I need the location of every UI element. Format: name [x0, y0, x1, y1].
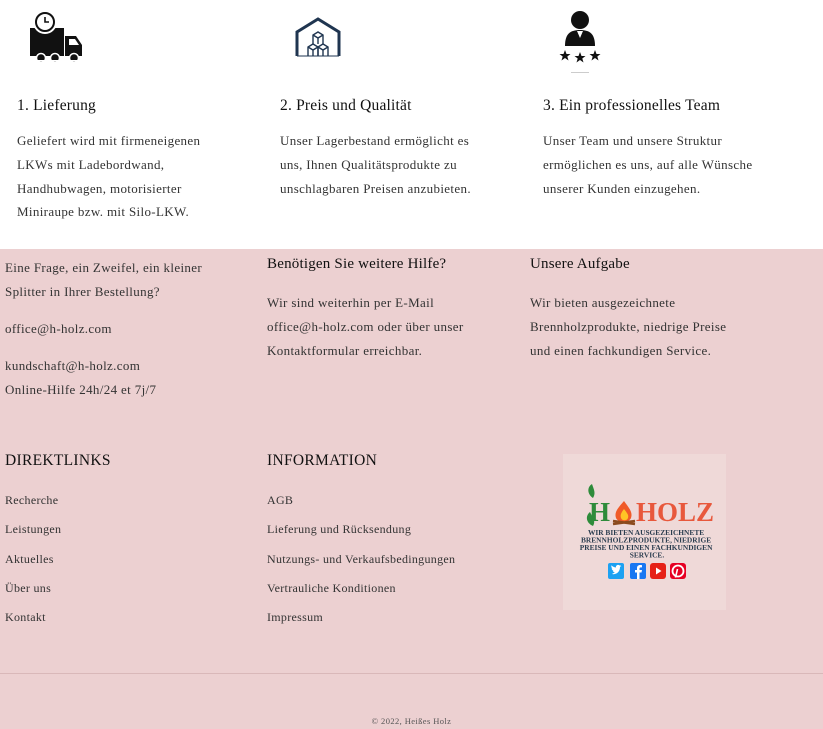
youtube-icon[interactable]: [650, 563, 666, 579]
warehouse-boxes-icon: [294, 14, 344, 64]
logo-tagline: WIR BIETEN AUSGEZEICHNETE BRENNHOLZPRODUKTE, NIEDRIGE PREISE UND EINEN FACHKUNDIGEN SERVICE.: [579, 528, 713, 560]
footer-contact: [5, 256, 235, 402]
mission-title: Unsere Aufgabe: [530, 256, 630, 272]
logo-letter-h: H: [589, 497, 611, 527]
link-lieferung-ruecksendung[interactable]: Lieferung und Rücksendung: [267, 522, 412, 537]
footer-mission: [530, 256, 760, 363]
contact-intro: Eine Frage, ein Zweifel, ein kleiner Splitter in Ihrer Bestellung?: [5, 260, 203, 299]
site-footer: [0, 249, 823, 729]
link-recherche[interactable]: Recherche: [5, 493, 59, 507]
help-title: Benötigen Sie weitere Hilfe?: [267, 256, 447, 272]
feature-title: 1. Lieferung: [17, 97, 97, 114]
information-links-list: [267, 493, 507, 639]
link-impressum[interactable]: Impressum: [267, 610, 324, 625]
link-nutzungsbedingungen[interactable]: Nutzungs- und Verkaufsbedingungen: [267, 551, 456, 566]
online-help-text: Online-Hilfe 24h/24 et 7j/7: [5, 382, 157, 397]
information-title: INFORMATION: [267, 452, 378, 469]
feature-text: Unser Lagerbestand ermöglicht es uns, Ihnen Qualitätsprodukte zu unschlagbaren Preisen anzubieten.: [280, 133, 471, 196]
direct-links-list: [5, 493, 235, 639]
brand-logo: [563, 454, 726, 610]
feature-text: Geliefert wird mit firmeneigenen LKWs mit Ladebordwand, Handhubwagen, motorisierter Miniraupe bzw. mit Silo-LKW.: [17, 133, 201, 220]
delivery-truck-clock-icon: [29, 10, 89, 70]
contact-email-customer-link[interactable]: kundschaft@h-holz.com: [5, 358, 141, 373]
link-leistungen[interactable]: Leistungen: [5, 522, 62, 537]
brand-logo-card: [563, 454, 726, 610]
footer-information: [267, 452, 507, 639]
features-section: [0, 0, 823, 249]
feature-title: 2. Preis und Qualität: [280, 97, 412, 114]
link-aktuelles[interactable]: Aktuelles: [5, 551, 54, 566]
link-vertrauliche-konditionen[interactable]: Vertrauliche Konditionen: [267, 580, 396, 595]
help-text: Wir sind weiterhin per E-Mail office@h-holz.com oder über unser Kontaktformular erreichbar.: [267, 295, 464, 358]
team-person-stars-icon: [557, 8, 603, 74]
feature-text: Unser Team und unsere Struktur ermöglichen es uns, auf alle Wünsche unserer Kunden einzugehen.: [543, 133, 753, 196]
feature-title: 3. Ein professionelles Team: [543, 97, 721, 114]
link-kontakt[interactable]: Kontakt: [5, 610, 46, 625]
footer-direct-links: [5, 452, 235, 639]
direct-links-title: DIREKTLINKS: [5, 452, 111, 469]
footer-divider: [0, 673, 823, 674]
contact-email-office-link[interactable]: office@h-holz.com: [5, 321, 112, 336]
link-ueber-uns[interactable]: Über uns: [5, 580, 52, 595]
copyright-text: © 2022, Heißes Holz: [371, 716, 452, 726]
pinterest-icon[interactable]: [670, 563, 686, 579]
logo-wordmark: HOLZ: [636, 497, 715, 527]
mission-text: Wir bieten ausgezeichnete Brennholzprodukte, niedrige Preise und einen fachkundigen Service.: [530, 295, 727, 358]
footer-help: [267, 256, 497, 363]
twitter-icon[interactable]: [608, 563, 624, 579]
facebook-icon[interactable]: [630, 563, 646, 579]
link-agb[interactable]: AGB: [267, 493, 294, 507]
